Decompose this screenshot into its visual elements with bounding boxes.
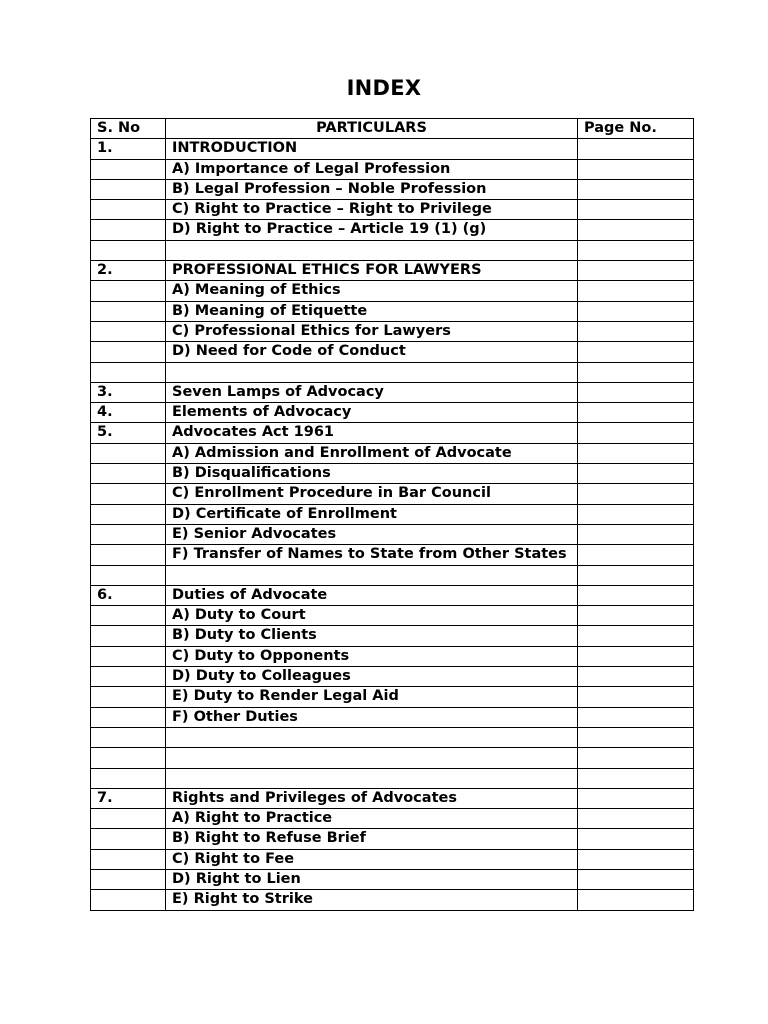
serial-number-cell: [91, 869, 166, 889]
header-row: [91, 119, 694, 139]
serial-number-cell: 6.: [91, 585, 166, 605]
page-number-cell: [578, 524, 694, 544]
page-number-cell: [578, 646, 694, 666]
subtopic-cell: [166, 687, 578, 707]
subtopic-cell: [166, 890, 578, 910]
subtopic-label: D) Duty to Colleagues: [172, 668, 351, 685]
subtopic-label: D) Certificate of Enrollment: [172, 505, 397, 522]
topic-cell: INTRODUCTION: [166, 139, 578, 159]
subtopic-cell: [166, 443, 578, 463]
subtopic-label: E) Right to Strike: [172, 891, 313, 908]
page-number-cell: [578, 727, 694, 747]
page-number-cell: [578, 565, 694, 585]
topic-cell: [166, 727, 578, 747]
page-number-cell: [578, 667, 694, 687]
topic-cell: [166, 240, 578, 260]
serial-number-cell: [91, 667, 166, 687]
page-number-cell: [578, 687, 694, 707]
serial-number-cell: [91, 240, 166, 260]
serial-number-cell: [91, 443, 166, 463]
table-row: [91, 484, 694, 504]
subtopic-label: B) Right to Refuse Brief: [172, 830, 366, 847]
serial-number-cell: 5.: [91, 423, 166, 443]
topic-cell: Elements of Advocacy: [166, 403, 578, 423]
subtopic-label: A) Admission and Enrollment of Advocate: [172, 444, 512, 461]
table-row: [91, 809, 694, 829]
page-number-cell: [578, 179, 694, 199]
subtopic-cell: [166, 809, 578, 829]
page-number-cell: [578, 240, 694, 260]
subtopic-cell: [166, 504, 578, 524]
table-row: [91, 240, 694, 260]
index-rows: [91, 139, 694, 910]
page-number-cell: [578, 626, 694, 646]
serial-number-cell: [91, 626, 166, 646]
page-number-cell: [578, 829, 694, 849]
table-row: [91, 423, 694, 443]
table-row: [91, 159, 694, 179]
serial-number-cell: 4.: [91, 403, 166, 423]
page-number-cell: [578, 849, 694, 869]
topic-cell: [166, 748, 578, 768]
subtopic-cell: [166, 869, 578, 889]
subtopic-cell: [166, 667, 578, 687]
page-number-cell: [578, 606, 694, 626]
page-number-cell: [578, 869, 694, 889]
serial-number-cell: [91, 849, 166, 869]
subtopic-cell: [166, 321, 578, 341]
serial-number-cell: [91, 484, 166, 504]
page-number-cell: [578, 321, 694, 341]
subtopic-label: C) Right to Fee: [172, 850, 295, 867]
table-row: [91, 768, 694, 788]
subtopic-label: F) Transfer of Names to State from Other States: [172, 546, 567, 563]
serial-number-cell: [91, 890, 166, 910]
page-number-cell: [578, 585, 694, 605]
subtopic-label: D) Right to Practice – Article 19 (1) (g): [172, 221, 487, 238]
page-number-cell: [578, 809, 694, 829]
subtopic-label: C) Professional Ethics for Lawyers: [172, 322, 451, 339]
header-page-no: Page No.: [578, 119, 694, 139]
subtopic-cell: [166, 524, 578, 544]
serial-number-cell: [91, 829, 166, 849]
topic-cell: [166, 362, 578, 382]
serial-number-cell: [91, 179, 166, 199]
subtopic-cell: [166, 281, 578, 301]
subtopic-label: B) Disqualifications: [172, 465, 331, 482]
page-number-cell: [578, 464, 694, 484]
page-number-cell: [578, 159, 694, 179]
table-row: [91, 403, 694, 423]
subtopic-cell: [166, 220, 578, 240]
serial-number-cell: 7.: [91, 788, 166, 808]
serial-number-cell: [91, 342, 166, 362]
table-row: [91, 261, 694, 281]
subtopic-cell: [166, 849, 578, 869]
page-number-cell: [578, 220, 694, 240]
table-row: [91, 869, 694, 889]
topic-cell: PROFESSIONAL ETHICS FOR LAWYERS: [166, 261, 578, 281]
subtopic-label: A) Right to Practice: [172, 810, 333, 827]
table-row: [91, 646, 694, 666]
page-number-cell: [578, 788, 694, 808]
serial-number-cell: [91, 748, 166, 768]
topic-cell: Seven Lamps of Advocacy: [166, 382, 578, 402]
table-row: [91, 362, 694, 382]
table-row: [91, 707, 694, 727]
page-number-cell: [578, 768, 694, 788]
serial-number-cell: [91, 687, 166, 707]
subtopic-cell: [166, 464, 578, 484]
subtopic-cell: [166, 342, 578, 362]
table-row: [91, 301, 694, 321]
serial-number-cell: [91, 504, 166, 524]
serial-number-cell: [91, 606, 166, 626]
table-row: [91, 727, 694, 747]
subtopic-cell: [166, 707, 578, 727]
table-row: [91, 342, 694, 362]
subtopic-cell: [166, 179, 578, 199]
topic-cell: [166, 565, 578, 585]
subtopic-label: A) Importance of Legal Profession: [172, 160, 451, 177]
page-number-cell: [578, 707, 694, 727]
subtopic-cell: [166, 545, 578, 565]
table-row: [91, 606, 694, 626]
page-number-cell: [578, 382, 694, 402]
page-number-cell: [578, 200, 694, 220]
page-number-cell: [578, 890, 694, 910]
table-row: [91, 504, 694, 524]
serial-number-cell: [91, 281, 166, 301]
table-row: [91, 281, 694, 301]
table-row: [91, 321, 694, 341]
serial-number-cell: 2.: [91, 261, 166, 281]
table-row: [91, 464, 694, 484]
serial-number-cell: [91, 464, 166, 484]
page-number-cell: [578, 504, 694, 524]
page-number-cell: [578, 342, 694, 362]
topic-cell: [166, 768, 578, 788]
page-number-cell: [578, 281, 694, 301]
subtopic-label: D) Need for Code of Conduct: [172, 343, 406, 360]
table-row: [91, 890, 694, 910]
page-number-cell: [578, 545, 694, 565]
serial-number-cell: [91, 545, 166, 565]
table-row: [91, 585, 694, 605]
serial-number-cell: [91, 565, 166, 585]
page-title: INDEX: [346, 76, 422, 100]
page-number-cell: [578, 748, 694, 768]
subtopic-cell: [166, 646, 578, 666]
subtopic-cell: [166, 159, 578, 179]
serial-number-cell: 3.: [91, 382, 166, 402]
table-row: [91, 565, 694, 585]
page-number-cell: [578, 301, 694, 321]
serial-number-cell: [91, 321, 166, 341]
table-row: [91, 179, 694, 199]
table-row: [91, 687, 694, 707]
table-row: [91, 626, 694, 646]
serial-number-cell: [91, 159, 166, 179]
index-table: [90, 118, 694, 911]
topic-cell: Duties of Advocate: [166, 585, 578, 605]
subtopic-cell: [166, 829, 578, 849]
serial-number-cell: [91, 707, 166, 727]
subtopic-label: A) Duty to Court: [172, 607, 306, 624]
serial-number-cell: [91, 200, 166, 220]
subtopic-label: D) Right to Lien: [172, 870, 301, 887]
serial-number-cell: [91, 524, 166, 544]
serial-number-cell: [91, 220, 166, 240]
table-row: [91, 849, 694, 869]
subtopic-label: C) Right to Practice – Right to Privilege: [172, 201, 492, 218]
serial-number-cell: 1.: [91, 139, 166, 159]
page-number-cell: [578, 362, 694, 382]
table-row: [91, 382, 694, 402]
page-number-cell: [578, 484, 694, 504]
serial-number-cell: [91, 809, 166, 829]
subtopic-label: F) Other Duties: [172, 708, 298, 725]
serial-number-cell: [91, 362, 166, 382]
table-row: [91, 748, 694, 768]
serial-number-cell: [91, 646, 166, 666]
subtopic-cell: [166, 200, 578, 220]
page-number-cell: [578, 403, 694, 423]
subtopic-label: A) Meaning of Ethics: [172, 282, 341, 299]
page-number-cell: [578, 443, 694, 463]
page-number-cell: [578, 423, 694, 443]
subtopic-label: E) Duty to Render Legal Aid: [172, 688, 399, 705]
subtopic-label: C) Duty to Opponents: [172, 647, 350, 664]
table-row: [91, 788, 694, 808]
serial-number-cell: [91, 727, 166, 747]
serial-number-cell: [91, 768, 166, 788]
subtopic-label: B) Meaning of Etiquette: [172, 302, 368, 319]
subtopic-label: B) Duty to Clients: [172, 627, 317, 644]
subtopic-cell: [166, 301, 578, 321]
table-row: [91, 545, 694, 565]
page-number-cell: [578, 261, 694, 281]
subtopic-label: C) Enrollment Procedure in Bar Council: [172, 485, 491, 502]
topic-cell: Advocates Act 1961: [166, 423, 578, 443]
table-row: [91, 524, 694, 544]
subtopic-label: B) Legal Profession – Noble Profession: [172, 180, 487, 197]
table-row: [91, 443, 694, 463]
table-row: [91, 200, 694, 220]
table-row: [91, 220, 694, 240]
subtopic-cell: [166, 606, 578, 626]
serial-number-cell: [91, 301, 166, 321]
subtopic-cell: [166, 626, 578, 646]
subtopic-label: E) Senior Advocates: [172, 525, 337, 542]
table-row: [91, 667, 694, 687]
header-sno: S. No: [91, 119, 166, 139]
topic-cell: Rights and Privileges of Advocates: [166, 788, 578, 808]
table-row: [91, 829, 694, 849]
subtopic-cell: [166, 484, 578, 504]
table-row: [91, 139, 694, 159]
header-particulars: PARTICULARS: [166, 119, 578, 139]
page-number-cell: [578, 139, 694, 159]
